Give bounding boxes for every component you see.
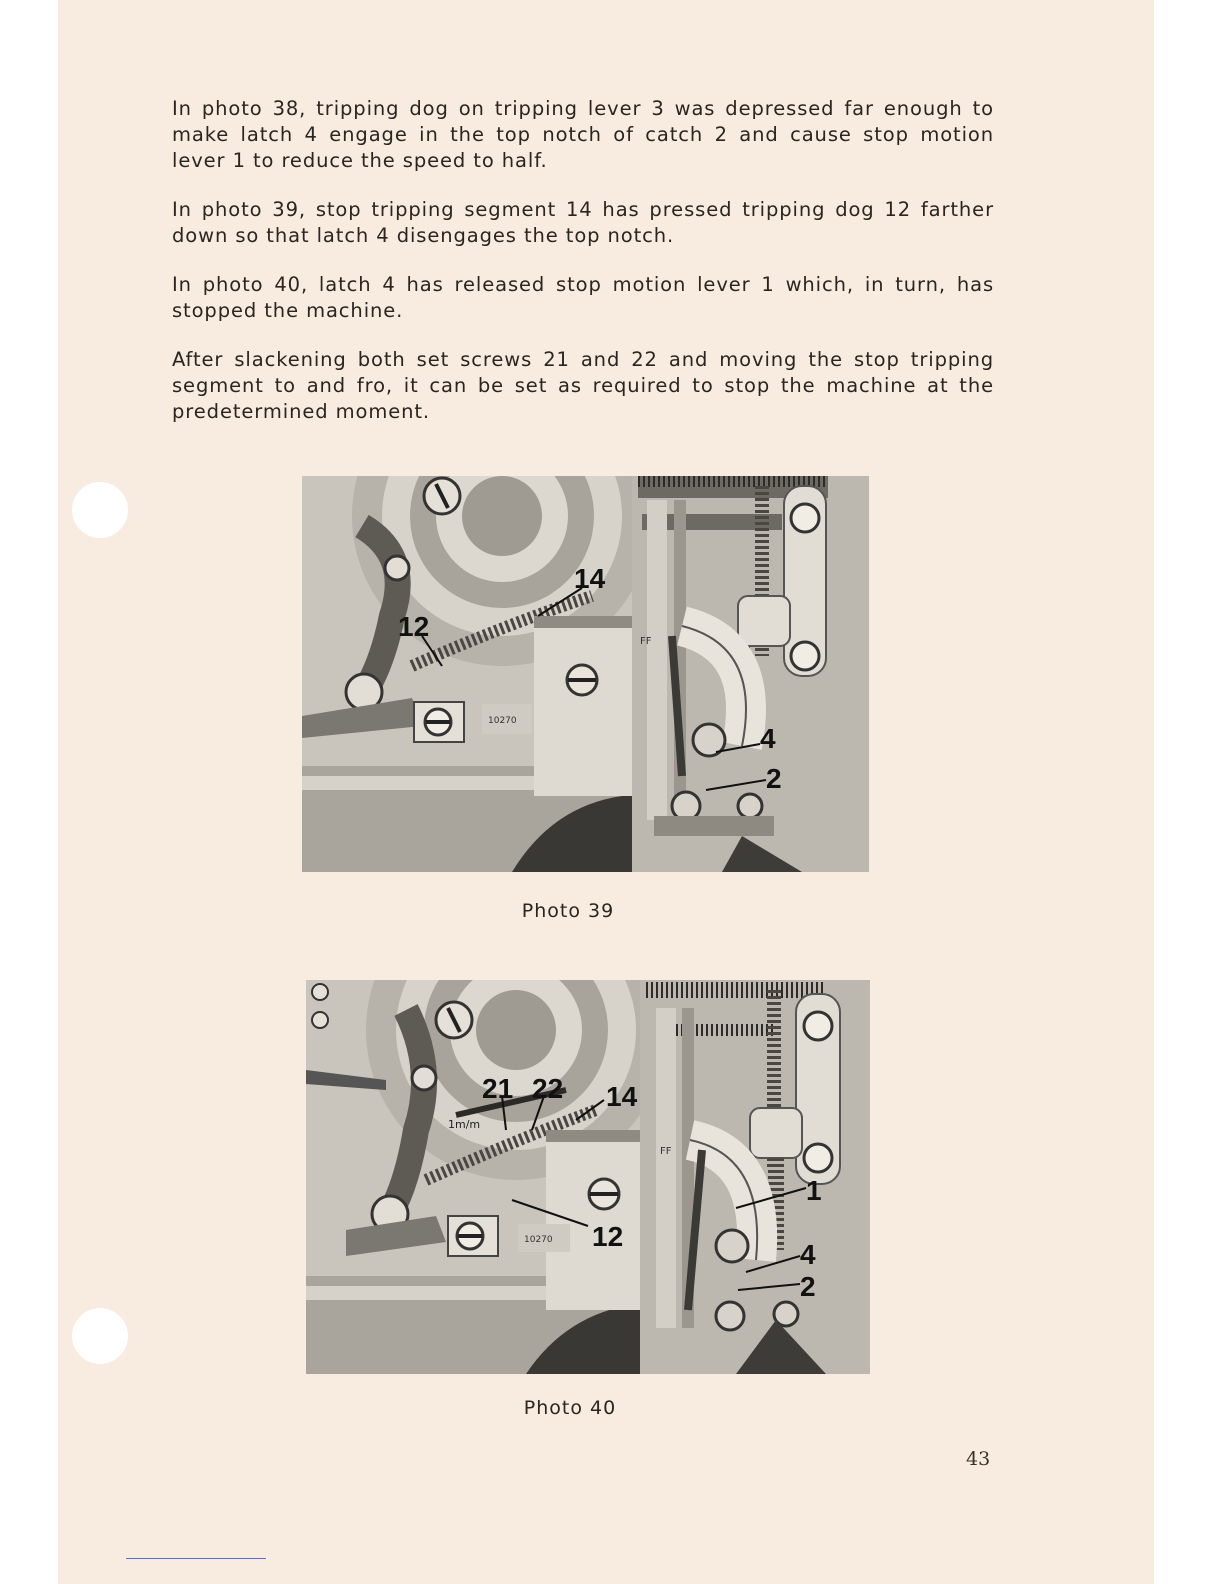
photo-39-callout-4: 4 xyxy=(760,723,776,754)
photo-40-callout-22: 22 xyxy=(532,1073,564,1104)
photo-39-image xyxy=(302,476,869,872)
photo-39-caption: Photo 39 xyxy=(521,900,615,922)
photo-39-callout-14: 14 xyxy=(574,563,606,594)
photo-40-callout-14: 14 xyxy=(606,1081,638,1112)
photo-40-callout-1: 1 xyxy=(806,1175,822,1206)
photo-40-caption: Photo 40 xyxy=(523,1397,617,1419)
photo-39-callout-12: 12 xyxy=(398,611,430,642)
paragraph-1: In photo 38, tripping dog on tripping lever 3 was depressed far enough to make latch 4 engage in the top notch of catch 2 and cause stop motion lever 1 to reduce the speed to half. xyxy=(172,97,994,172)
photo-40-callout-2: 2 xyxy=(800,1271,816,1302)
body-text xyxy=(172,96,994,448)
photo-39-callout-2: 2 xyxy=(766,763,782,794)
punch-hole-bottom xyxy=(72,1308,128,1364)
paragraph-2: In photo 39, stop tripping segment 14 has pressed tripping dog 12 farther down so that latch 4 disengages the top notch. xyxy=(172,198,994,247)
punch-hole-top xyxy=(72,482,128,538)
photo-40-stamp: 10270 xyxy=(524,1235,553,1245)
paragraph-3: In photo 40, latch 4 has released stop motion lever 1 which, in turn, has stopped the machine. xyxy=(172,273,994,322)
photo-39-stamp: 10270 xyxy=(488,716,517,726)
photo-40-callout-21: 21 xyxy=(482,1073,514,1104)
photo-40-callout-4: 4 xyxy=(800,1239,816,1270)
photo-40-callout-12: 12 xyxy=(592,1221,624,1252)
photo-40-scale-text: 1m/m xyxy=(448,1118,481,1131)
photo-40-ff-mark: FF xyxy=(660,1146,672,1157)
photo-39-ff-mark: FF xyxy=(640,636,652,647)
photo-40-image xyxy=(306,980,870,1374)
paragraph-4: After slackening both set screws 21 and 22 and moving the stop tripping segment to and fro, it can be set as required to stop the machine at the predetermined moment. xyxy=(172,348,994,423)
margin-line xyxy=(126,1558,266,1559)
page-number: 43 xyxy=(966,1448,991,1470)
